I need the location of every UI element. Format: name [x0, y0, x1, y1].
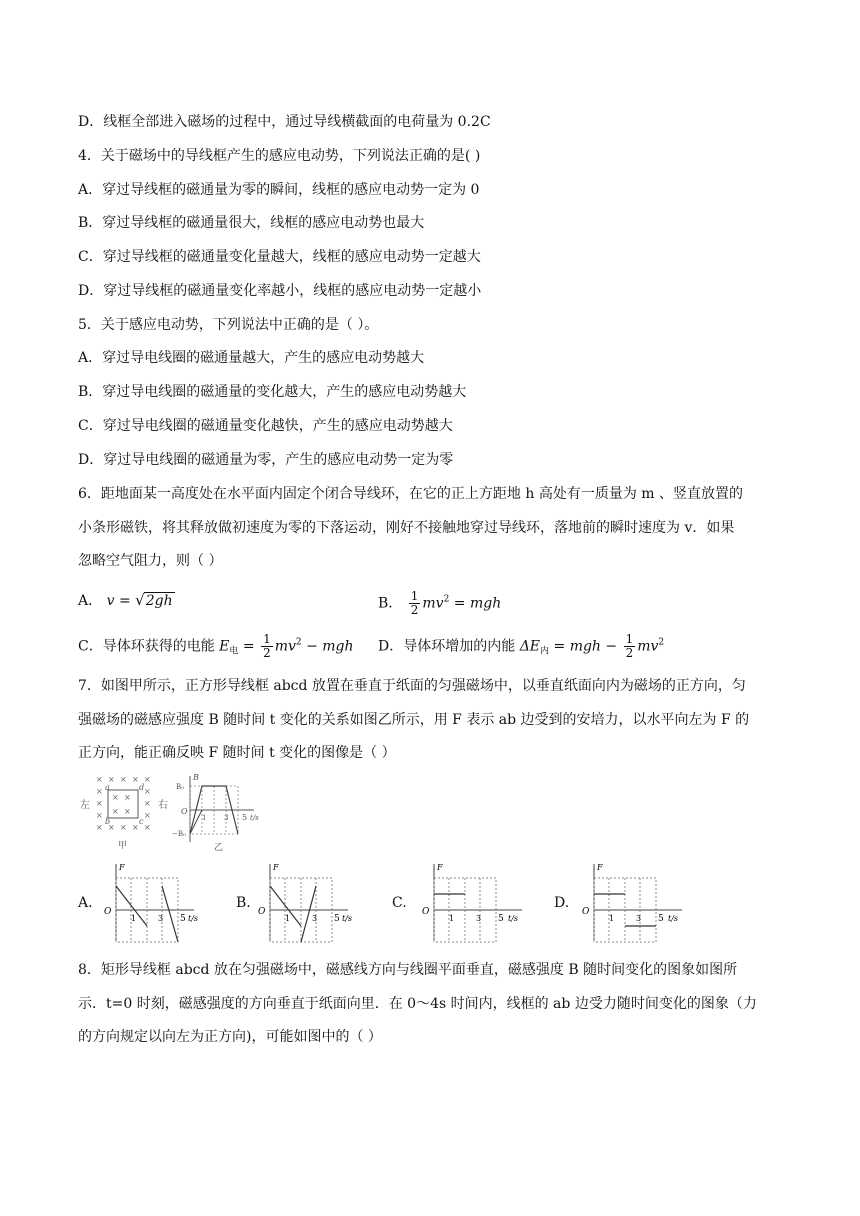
q6-option-b: B． $\frac{1}{2}$ $mv^2$ = mgh: [378, 589, 502, 617]
q5-option-b: B．穿过导电线圈的磁通量的变化越大，产生的感应电动势越大: [78, 384, 467, 400]
svg-text:×: ×: [124, 807, 131, 816]
corner-d: d: [139, 783, 145, 792]
svg-text:5: 5: [180, 914, 186, 924]
question-7-line-1: 7．如图甲所示，正方形导线框 abcd 放置在垂直于纸面的匀强磁场中，以垂直纸面向内为磁场的正方向，匀: [78, 678, 746, 694]
svg-text:1: 1: [131, 914, 137, 923]
corner-c: c: [139, 817, 144, 826]
q6-option-a: A． v = √2gh: [78, 591, 173, 609]
question-7-line-3: 正方向，能正确反映 F 随时间 t 变化的图像是（ ）: [78, 745, 396, 761]
q7-option-a-label: A.: [78, 895, 93, 911]
svg-text:1: 1: [285, 914, 291, 923]
svg-text:×: ×: [96, 811, 103, 820]
question-8-line-3: 的方向规定以向左为正方向)，可能如图中的（ ）: [78, 1029, 382, 1045]
svg-text:1: 1: [609, 914, 615, 923]
q7-option-b-graph: [254, 860, 354, 945]
origin-label: O: [181, 807, 188, 816]
svg-text:×: ×: [120, 823, 127, 832]
svg-text:×: ×: [124, 793, 131, 802]
svg-text:F: F: [597, 863, 603, 872]
q5-option-c: C．穿过导电线圈的磁通量变化越快，产生的感应电动势越大: [78, 418, 453, 434]
axis-label-b: B: [193, 773, 199, 782]
q4-option-c: C．穿过导线框的磁通量变化量越大，线框的感应电动势一定越大: [78, 249, 481, 265]
question-7-line-2: 强磁场的磁感应强度 B 随时间 t 变化的关系如图乙所示，用 F 表示 ab 边受到的安培力，以水平向左为 F 的: [78, 712, 750, 728]
q7-option-d-label: D.: [554, 895, 570, 911]
t-axis-label: t/s: [250, 814, 259, 822]
svg-text:×: ×: [96, 823, 103, 832]
svg-text:×: ×: [144, 787, 151, 796]
svg-text:O: O: [258, 907, 266, 917]
svg-text:×: ×: [108, 823, 115, 832]
svg-text:×: ×: [96, 775, 103, 784]
label-jia: 甲: [118, 841, 128, 851]
svg-text:×: ×: [96, 787, 103, 796]
svg-text:×: ×: [112, 807, 119, 816]
svg-text:t/s: t/s: [342, 914, 353, 923]
svg-text:×: ×: [144, 775, 151, 784]
label-left: 左: [80, 800, 90, 811]
svg-text:×: ×: [144, 799, 151, 808]
svg-text:F: F: [437, 863, 443, 872]
svg-text:O: O: [104, 907, 112, 917]
svg-text:×: ×: [120, 775, 127, 784]
q5-option-a: A．穿过导电线圈的磁通量越大，产生的感应电动势越大: [78, 350, 425, 366]
svg-text:F: F: [119, 863, 125, 872]
svg-text:1: 1: [449, 914, 455, 923]
svg-text:t/s: t/s: [668, 914, 679, 923]
corner-a: a: [105, 783, 110, 792]
label-neg-b0: −B₀: [172, 830, 186, 838]
label-right: 右: [158, 800, 168, 811]
svg-text:t/s: t/s: [188, 914, 199, 923]
q7-option-a-graph: [100, 860, 200, 945]
svg-text:×: ×: [144, 823, 151, 832]
question-5: 5．关于感应电动势，下列说法中正确的是（ ）。: [78, 317, 379, 333]
label-yi: 乙: [214, 843, 224, 853]
svg-text:3: 3: [636, 914, 642, 923]
q4-option-b: B．穿过导线框的磁通量很大，线框的感应电动势也最大: [78, 215, 425, 231]
corner-b: b: [105, 817, 111, 826]
q4-option-d: D．穿过导线框的磁通量变化率越小，线框的感应电动势一定越小: [78, 283, 482, 299]
tick-5: 5: [242, 813, 248, 822]
svg-text:×: ×: [112, 793, 119, 802]
question-8-line-2: 示．t=0 时刻，磁感强度的方向垂直于纸面向里．在 0～4s 时间内，线框的 ab 边受力随时间变化的图象（力: [78, 996, 757, 1012]
question-8-line-1: 8．矩形导线框 abcd 放在匀强磁场中，磁感线方向与线圈平面垂直，磁感强度 B 随时间变化的图象如图所: [78, 962, 738, 978]
q6-option-c: C．导体环获得的电能 $E_电$ = $\frac{1}{2}$ $mv^2$ − mgh: [78, 632, 354, 660]
svg-text:5: 5: [498, 914, 504, 924]
svg-text:×: ×: [132, 823, 139, 832]
svg-text:×: ×: [144, 811, 151, 820]
q7-option-d-graph: [578, 860, 688, 945]
svg-text:3: 3: [158, 914, 164, 923]
svg-text:F: F: [273, 863, 279, 872]
question-6-line-2: 小条形磁铁，将其释放做初速度为零的下落运动，刚好不接触地穿过导线环，落地前的瞬时速度为 v．如果: [78, 520, 735, 536]
svg-text:×: ×: [132, 775, 139, 784]
svg-text:O: O: [582, 907, 590, 917]
graph-yi: [172, 773, 259, 853]
svg-text:3: 3: [476, 914, 482, 923]
q6-option-d: D．导体环增加的内能 $\Delta E_内$ = mgh − $\frac{1}{2}$ $mv^2$: [378, 632, 665, 660]
svg-text:5: 5: [658, 914, 664, 924]
q7-option-c-label: C.: [392, 895, 407, 911]
q4-option-a: A．穿过导线框的磁通量为零的瞬间，线框的感应电动势一定为 0: [78, 182, 480, 198]
question-4: 4．关于磁场中的导线框产生的感应电动势，下列说法正确的是( ): [78, 148, 481, 164]
q7-option-c-graph: [418, 860, 528, 945]
svg-text:t/s: t/s: [508, 914, 519, 923]
label-b0: B₀: [176, 783, 184, 791]
svg-text:×: ×: [96, 799, 103, 808]
tick-3: 3: [224, 814, 229, 822]
svg-text:3: 3: [312, 914, 318, 923]
q6-options-cd: [78, 633, 798, 659]
svg-text:×: ×: [108, 775, 115, 784]
tick-1: 1: [202, 814, 207, 822]
q3-option-d: D．线框全部进入磁场的过程中，通过导线横截面的电荷量为 0.2C: [78, 114, 491, 130]
svg-text:O: O: [422, 907, 430, 917]
figure-jia-yi: [78, 772, 278, 854]
svg-text:5: 5: [334, 914, 340, 924]
question-6-line-1: 6．距地面某一高度处在水平面内固定个闭合导线环，在它的正上方距地 h 高处有一质量为 m 、竖直放置的: [78, 486, 743, 502]
question-6-line-3: 忽略空气阻力，则（ ）: [78, 553, 223, 569]
q5-option-d: D．穿过导电线圈的磁通量为零，产生的感应电动势一定为零: [78, 452, 454, 468]
q6-options-ab: [78, 590, 798, 616]
q7-option-b-label: B.: [236, 895, 251, 911]
